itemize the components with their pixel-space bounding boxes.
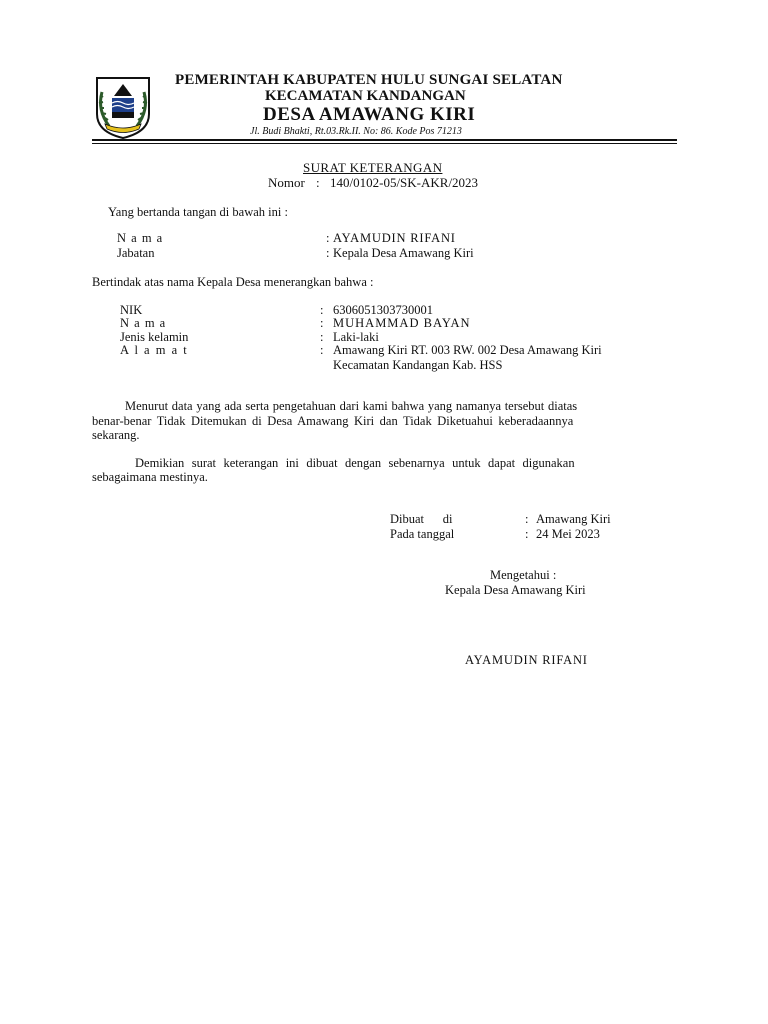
document-title: SURAT KETERANGAN: [303, 160, 443, 175]
document-number-sep: :: [316, 175, 320, 190]
signatory-position: Kepala Desa Amawang Kiri: [445, 583, 586, 597]
subject-address-sep: :: [320, 343, 324, 357]
statement-intro: Bertindak atas nama Kepala Desa menerangkan bahwa :: [92, 275, 374, 289]
regency-emblem-icon: [93, 74, 153, 140]
subject-gender-label: Jenis kelamin: [120, 330, 189, 344]
signer-position-label: Jabatan: [117, 246, 155, 260]
signatory-name: AYAMUDIN RIFANI: [465, 653, 588, 667]
letterhead-district: KECAMATAN KANDANGAN: [265, 88, 466, 104]
paragraph-1-line-2: benar-benar Tidak Ditemukan di Desa Amawang Kiri dan Tidak Diketuahui keberadaannya: [92, 414, 574, 428]
subject-address-value: Amawang Kiri RT. 003 RW. 002 Desa Amawang Kiri: [333, 343, 602, 357]
issued-place-value: Amawang Kiri: [536, 512, 611, 526]
issued-place-label: Dibuat di: [390, 512, 453, 526]
letterhead-rule-thick: [92, 139, 677, 141]
signer-intro: Yang bertanda tangan di bawah ini :: [108, 205, 288, 219]
issued-date-value: 24 Mei 2023: [536, 527, 600, 541]
acknowledged-label: Mengetahui :: [490, 568, 557, 582]
document-number: 140/0102-05/SK-AKR/2023: [330, 175, 479, 190]
letterhead-government: PEMERINTAH KABUPATEN HULU SUNGAI SELATAN: [175, 72, 563, 88]
subject-gender-sep: :: [320, 330, 324, 344]
signer-position-sep: :: [326, 246, 330, 260]
signer-name-label: N a m a: [117, 231, 164, 245]
subject-gender-value: Laki-laki: [333, 330, 379, 344]
subject-name-value: MUHAMMAD BAYAN: [333, 316, 471, 330]
subject-address-value-line2: Kecamatan Kandangan Kab. HSS: [333, 358, 503, 372]
signer-name-sep: :: [326, 231, 330, 245]
subject-name-sep: :: [320, 316, 324, 330]
issued-date-label: Pada tanggal: [390, 527, 455, 541]
issued-date-sep: :: [525, 527, 529, 541]
paragraph-1-line-1: Menurut data yang ada serta pengetahuan dari kami bahwa yang namanya tersebut diatas: [125, 399, 578, 413]
signer-position-value: Kepala Desa Amawang Kiri: [333, 246, 474, 260]
letterhead-rule-thin: [92, 143, 677, 144]
issued-place-sep: :: [525, 512, 529, 526]
document-number-label: Nomor: [268, 175, 305, 190]
subject-nik-label: NIK: [120, 303, 143, 317]
subject-nik-sep: :: [320, 303, 324, 317]
signer-name-value: AYAMUDIN RIFANI: [333, 231, 456, 245]
letterhead-village: DESA AMAWANG KIRI: [263, 104, 476, 125]
subject-name-label: N a m a: [120, 316, 167, 330]
letterhead-address: Jl. Budi Bhakti, Rt.03.Rk.II. No: 86. Kode Pos 71213: [250, 126, 462, 137]
paragraph-1-line-3: sekarang.: [92, 428, 140, 442]
paragraph-2-line-1: Demikian surat keterangan ini dibuat dengan sebenarnya untuk dapat digunakan: [135, 456, 575, 470]
subject-nik-value: 6306051303730001: [333, 303, 433, 317]
paragraph-2-line-2: sebagaimana mestinya.: [92, 470, 208, 484]
subject-address-label: A l a m a t: [120, 343, 189, 357]
